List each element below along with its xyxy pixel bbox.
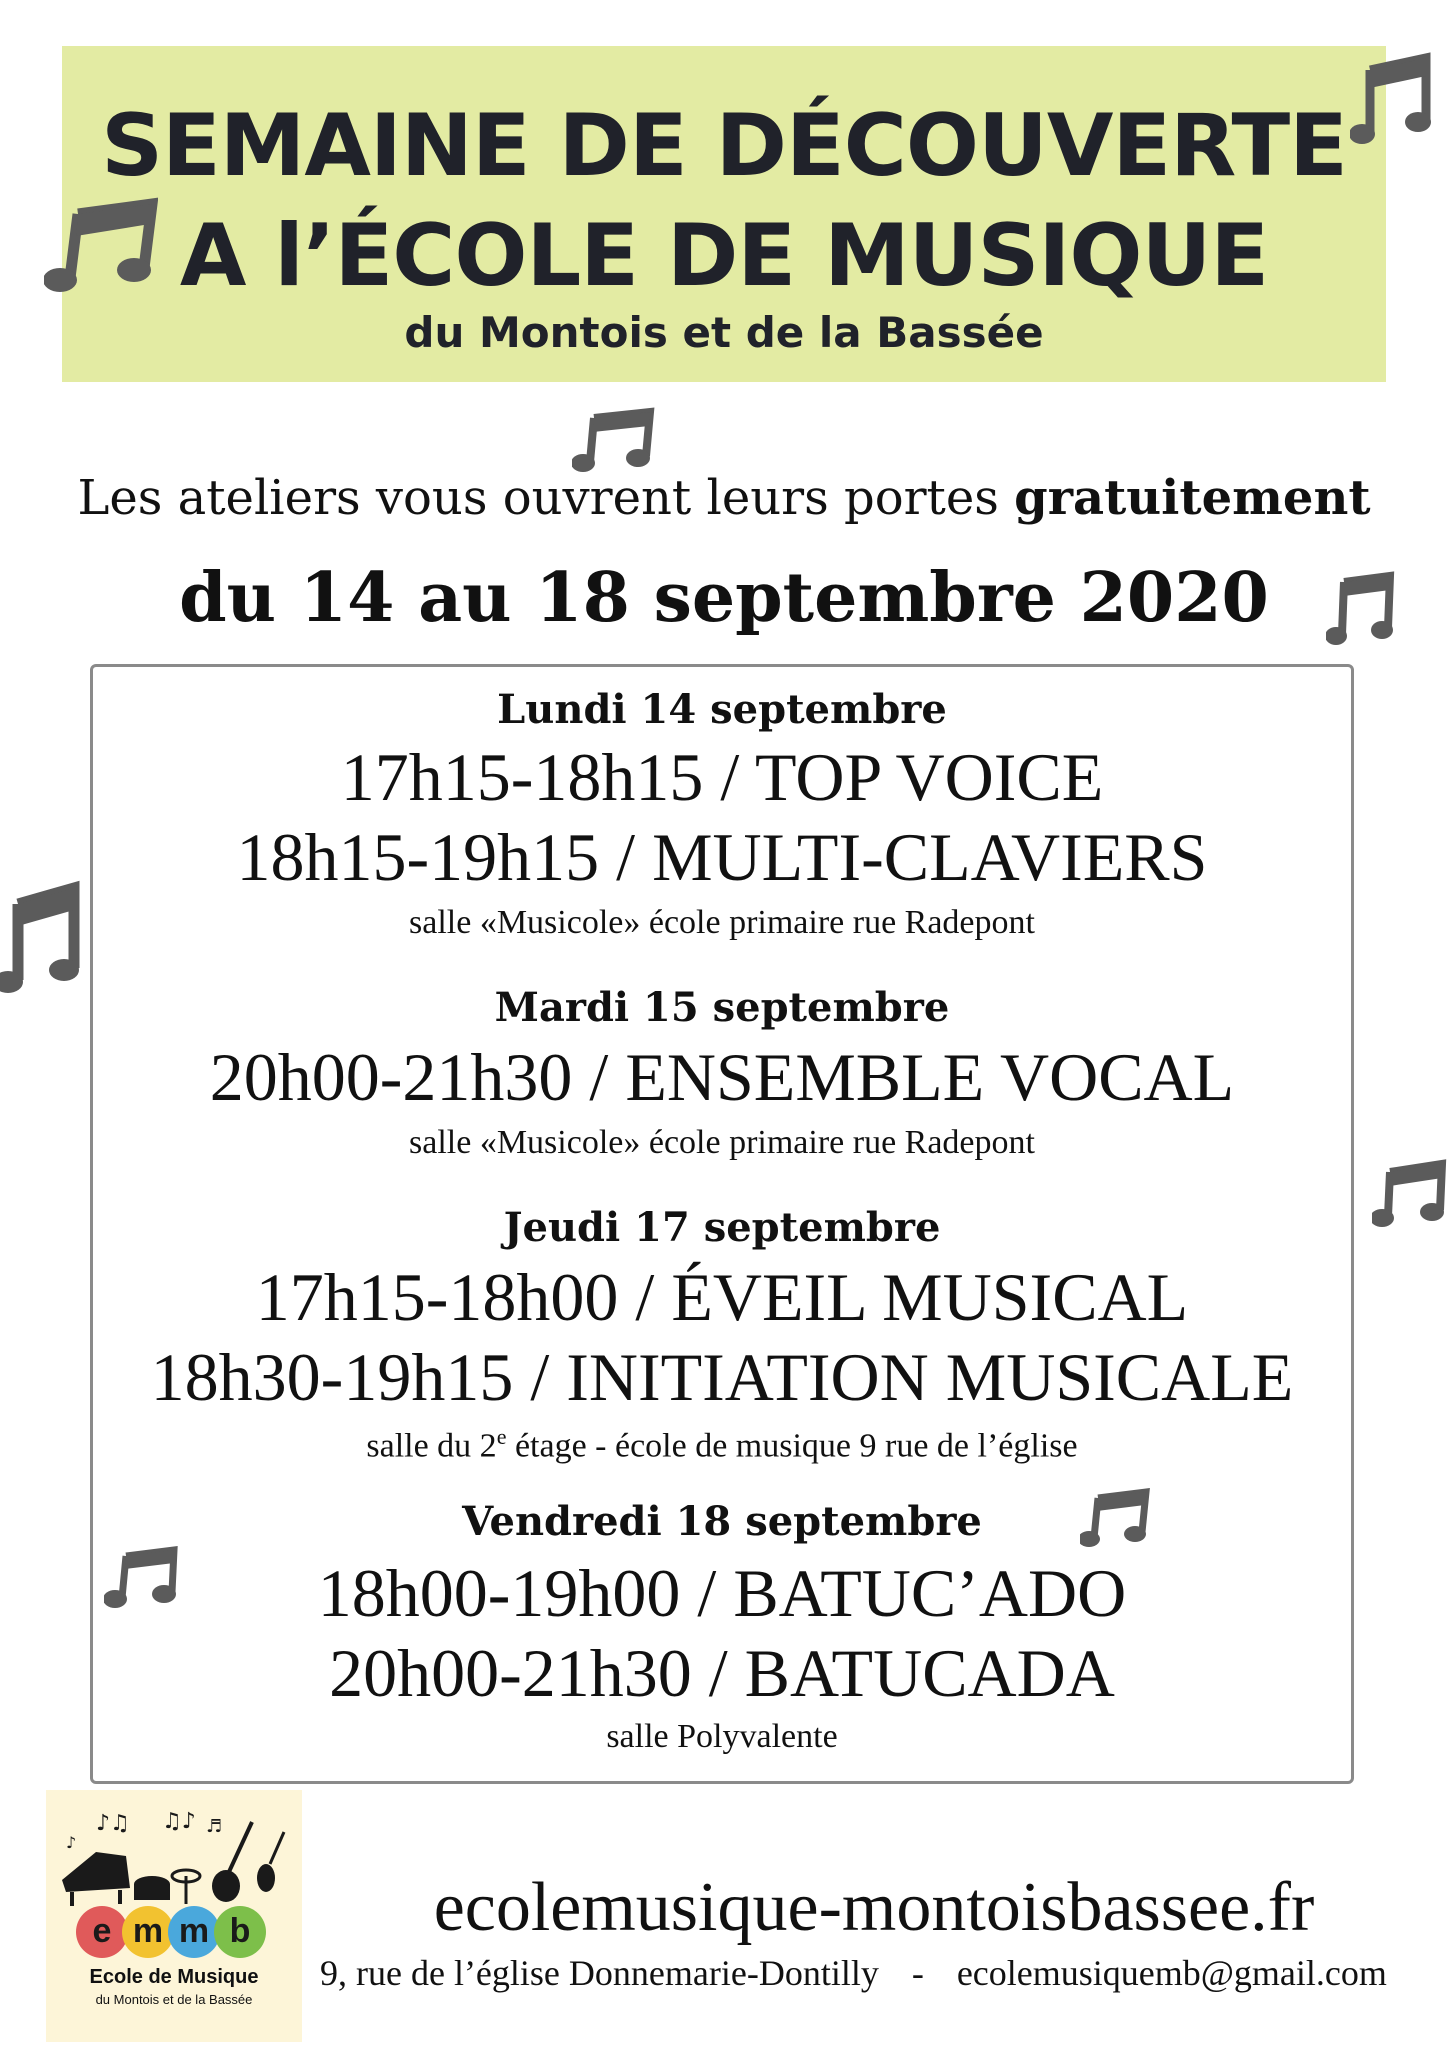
day-heading: Jeudi 17 septembre	[503, 1204, 941, 1251]
svg-text:♪♫: ♪♫	[96, 1811, 130, 1836]
time-slot: 17h15-18h15 / TOP VOICE	[340, 739, 1104, 815]
svg-text:♫♪: ♫♪	[162, 1809, 196, 1834]
time-slot: 18h00-19h00 / BATUC’ADO	[317, 1555, 1127, 1631]
venue: salle «Musicole» école primaire rue Radepont	[409, 904, 1035, 941]
email: ecolemusiquemb@gmail.com	[956, 1953, 1387, 1993]
address: 9, rue de l’église Donnemarie-Dontilly	[320, 1953, 879, 1993]
music-note-icon	[0, 880, 82, 998]
contact-line	[320, 1952, 1440, 1994]
venue: salle «Musicole» école primaire rue Radepont	[409, 1124, 1035, 1161]
day-heading: Mardi 15 septembre	[494, 984, 950, 1031]
svg-text:♪: ♪	[66, 1833, 77, 1852]
time-slot: 18h30-19h15 / INITIATION MUSICALE	[150, 1339, 1294, 1415]
intro-text: Les ateliers vous ouvrent leurs portes	[77, 470, 999, 526]
svg-text:♬: ♬	[206, 1816, 223, 1837]
music-note-icon	[1372, 1158, 1448, 1230]
instruments-illustration	[56, 1808, 292, 1908]
logo-letter: b	[214, 1906, 266, 1958]
logo-subtitle: du Montois et de la Bassée	[95, 1992, 253, 2007]
venue-sup: e	[496, 1424, 507, 1449]
music-note-icon	[44, 196, 158, 296]
day-heading: Lundi 14 septembre	[497, 686, 947, 733]
header-banner	[62, 46, 1386, 382]
logo-name: Ecole de Musique	[89, 1966, 259, 1988]
logo-letter: m	[122, 1906, 174, 1958]
time-slot: 17h15-18h00 / ÉVEIL MUSICAL	[255, 1259, 1189, 1335]
intro-line	[0, 470, 1448, 526]
time-slot: 18h15-19h15 / MULTI-CLAVIERS	[236, 819, 1208, 895]
title-line-1: SEMAINE DE DÉCOUVERTE	[101, 96, 1347, 196]
title-line-2: A l’ÉCOLE DE MUSIQUE	[179, 206, 1269, 306]
time-slot: 20h00-21h30 / ENSEMBLE VOCAL	[209, 1039, 1235, 1115]
subtitle: du Montois et de la Bassée	[404, 308, 1044, 357]
music-note-icon	[572, 406, 656, 474]
logo-letter: m	[168, 1906, 220, 1958]
event-dates: du 14 au 18 septembre 2020	[179, 558, 1269, 638]
time-slot: 20h00-21h30 / BATUCADA	[329, 1635, 1115, 1711]
day-heading: Vendredi 18 septembre	[462, 1498, 982, 1545]
logo-letter: e	[76, 1906, 128, 1958]
music-note-icon	[1350, 50, 1434, 146]
website-url: ecolemusique-montoisbassee.fr	[433, 1869, 1315, 1946]
venue: salle Polyvalente	[606, 1718, 838, 1755]
school-logo	[46, 1790, 302, 2042]
venue-suffix: étage - école de musique 9 rue de l’église	[506, 1427, 1078, 1465]
venue-prefix: salle du 2	[366, 1427, 497, 1465]
separator: -	[911, 1953, 924, 1993]
venue	[90, 1424, 1354, 1465]
intro-emphasis: gratuitement	[1014, 470, 1371, 526]
